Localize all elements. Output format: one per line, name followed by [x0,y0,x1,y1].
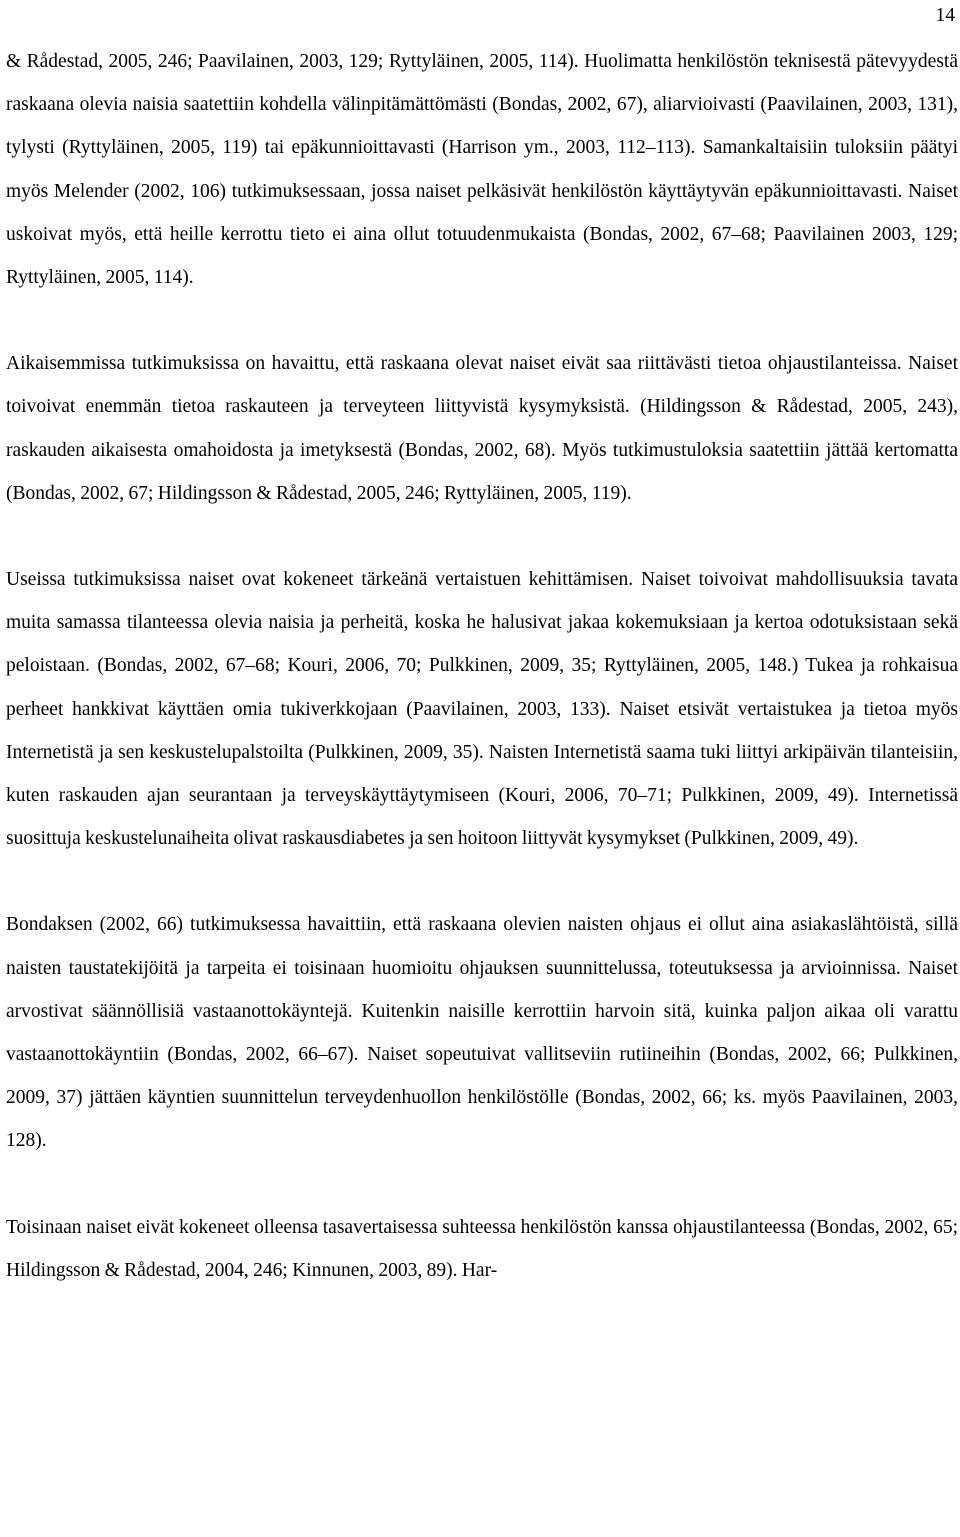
paragraph-4: Bondaksen (2002, 66) tutkimuksessa havaittiin, että raskaana olevien naisten ohjaus ei ollut aina asiakaslähtöistä, sillä naisten taustatekijöitä ja tarpeita ei toisinaan huomioitu ohjauksen suunnittelussa, toteutuksessa ja arvioinnissa. Naiset arvostivat säännöllisiä vastaanottokäyntejä. Kuitenkin naisille kerrottiin harvoin sitä, kuinka paljon aikaa oli varattu vastaanottokäyntiin (Bondas, 2002, 66–67). Naiset sopeutuivat vallitseviin rutiineihin (Bondas, 2002, 66; Pulkkinen, 2009, 37) jättäen käyntien suunnittelun terveydenhuollon henkilöstölle (Bondas, 2002, 66; ks. myös Paavilainen, 2003, 128). [6,914,958,1152]
paragraph-3: Useissa tutkimuksissa naiset ovat kokeneet tärkeänä vertaistuen kehittämisen. Naiset toivoivat mahdollisuuksia tavata muita samassa tilanteessa olevia naisia ja perheitä, koska he halusivat jakaa kokemuksiaan ja kertoa odotuksistaan sekä peloistaan. (Bondas, 2002, 67–68; Kouri, 2006, 70; Pulkkinen, 2009, 35; Ryttyläinen, 2005, 148.) Tukea ja rohkaisua perheet hankkivat käyttäen omia tukiverkkojaan (Paavilainen, 2003, 133). Naiset etsivät vertaistukea ja tietoa myös Internetistä ja sen keskustelupalstoilta (Pulkkinen, 2009, 35). Naisten Internetistä saama tuki liittyi arkipäivän tilanteisiin, kuten raskauden ajan seurantaan ja terveyskäyttäytymiseen (Kouri, 2006, 70–71; Pulkkinen, 2009, 49). Internetissä suosittuja keskustelunaiheita olivat raskausdiabetes ja sen hoitoon liittyvät kysymykset (Pulkkinen, 2009, 49). [6,569,958,850]
paragraph-1: & Rådestad, 2005, 246; Paavilainen, 2003, 129; Ryttyläinen, 2005, 114). Huolimatta henkilöstön teknisestä pätevyydestä raskaana olevia naisia saatettiin kohdella välinpitämättömästi (Bondas, 2002, 67), aliarvioivasti (Paavilainen, 2003, 131), tylysti (Ryttyläinen, 2005, 119) tai epäkunnioittavasti (Harrison ym., 2003, 112–113). Samankaltaisiin tuloksiin päätyi myös Melender (2002, 106) tutkimuksessaan, jossa naiset pelkäsivät henkilöstön käyttäytyvän epäkunnioittavasti. Naiset uskoivat myös, että heille kerrottu tieto ei aina ollut totuudenmukaista (Bondas, 2002, 67–68; Paavilainen 2003, 129; Ryttyläinen, 2005, 114). [6,51,958,289]
document-body [6,40,958,1292]
paragraph-2: Aikaisemmissa tutkimuksissa on havaittu, että raskaana olevat naiset eivät saa riittävästi tietoa ohjaustilanteissa. Naiset toivoivat enemmän tietoa raskauteen ja terveyteen liittyvistä kysymyksistä. (Hildingsson & Rådestad, 2005, 243), raskauden aikaisesta omahoidosta ja imetyksestä (Bondas, 2002, 68). Myös tutkimustuloksia saatettiin jättää kertomatta (Bondas, 2002, 67; Hildingsson & Rådestad, 2005, 246; Ryttyläinen, 2005, 119). [6,353,958,504]
page-number: 14 [935,5,955,26]
paragraph-5: Toisinaan naiset eivät kokeneet olleensa tasavertaisessa suhteessa henkilöstön kanssa ohjaustilanteessa (Bondas, 2002, 65; Hildingsson & Rådestad, 2004, 246; Kinnunen, 2003, 89). Har- [6,1216,958,1281]
